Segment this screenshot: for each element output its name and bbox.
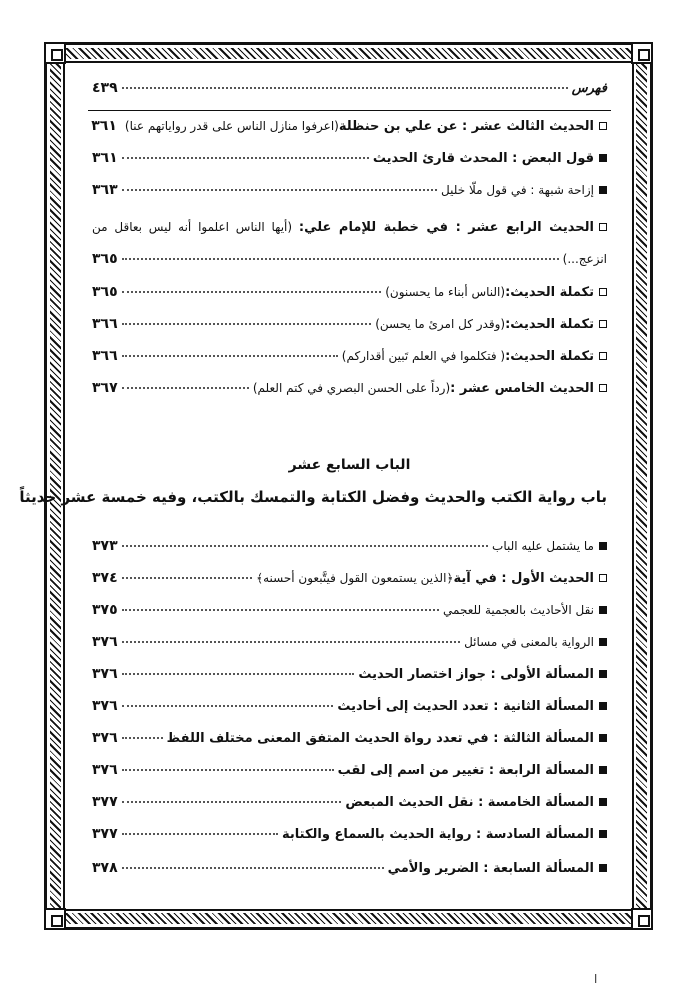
dot-leader — [122, 258, 559, 260]
toc-entry-label: المسألة السابعة : الضرير والأمي — [387, 861, 594, 876]
toc-entry-label: الحديث الثالث عشر : عن علي بن حنظلة — [338, 119, 594, 134]
dot-leader — [122, 577, 252, 579]
toc-entry — [92, 538, 607, 562]
chapter-title: الباب السابع عشر — [288, 457, 411, 473]
toc-entry — [92, 602, 607, 626]
filled-square-bullet-icon — [599, 542, 607, 550]
running-header — [92, 80, 607, 104]
toc-entry-page-number: ٣٧٣ — [92, 538, 118, 554]
dot-leader — [122, 641, 460, 643]
toc-entry — [92, 380, 607, 404]
toc-entry — [92, 634, 607, 658]
footer-mark: ا — [594, 972, 598, 986]
toc-entry-label: الحديث الخامس عشر : — [450, 381, 594, 396]
toc-entry-page-number: ٣٦٥ — [92, 284, 118, 300]
empty-square-bullet-icon — [599, 352, 607, 360]
dot-leader — [122, 801, 342, 803]
empty-square-bullet-icon — [599, 574, 607, 582]
toc-entry — [92, 118, 607, 142]
filled-square-bullet-icon — [599, 766, 607, 774]
toc-entry-page-number: ٣٦٥ — [92, 251, 118, 267]
toc-entry-label: الحديث الأول : في آية — [453, 571, 594, 586]
header-rule — [88, 110, 611, 111]
toc-entry-label: المسألة الرابعة : تغيير من اسم إلى لقب — [337, 763, 594, 778]
dot-leader — [122, 157, 369, 159]
toc-entry-label: المسألة الخامسة : نقل الحديث المبعض — [345, 795, 594, 810]
dot-leader — [122, 545, 488, 547]
filled-square-bullet-icon — [599, 154, 607, 162]
toc-entry — [92, 216, 607, 270]
dot-leader — [122, 323, 372, 325]
toc-entry-label: المسألة الثالثة : في تعدد رواة الحديث المتفق المعنى مختلف اللفظ — [166, 731, 594, 746]
toc-entry-text: ما يشتمل عليه الباب — [492, 539, 594, 553]
toc-entry — [92, 860, 607, 884]
toc-entry-page-number: ٣٦٦ — [92, 348, 118, 364]
toc-entry-label: تكملة الحديث: — [505, 285, 594, 300]
filled-square-bullet-icon — [599, 186, 607, 194]
toc-entry-text: إزاحة شبهة : في قول ملّا خليل — [441, 183, 594, 197]
empty-square-bullet-icon — [599, 223, 607, 231]
toc-entry-label: المسألة الثانية : تعدد الحديث إلى أحاديث — [337, 699, 594, 714]
running-header-page-number: ٤٣٩ — [92, 80, 118, 96]
toc-entry-page-number: ٣٦١ — [92, 150, 118, 166]
border-corner-ornament — [44, 42, 66, 64]
dot-leader — [122, 387, 249, 389]
filled-square-bullet-icon — [599, 830, 607, 838]
toc-entry — [92, 348, 607, 372]
toc-entry-page-number: ٣٦٦ — [92, 316, 118, 332]
toc-entry-continuation: انزعج...) — [562, 252, 607, 266]
dot-leader — [122, 867, 384, 869]
toc-entry-label: المسألة الأولى : جواز اختصار الحديث — [358, 667, 594, 682]
toc-entry — [92, 794, 607, 818]
toc-entry-page-number: ٣٧٦ — [92, 698, 118, 714]
empty-square-bullet-icon — [599, 320, 607, 328]
toc-entry-text: الرواية بالمعنى في مسائل — [464, 635, 594, 649]
toc-entry-page-number: ٣٧٦ — [92, 730, 118, 746]
dot-leader — [122, 673, 355, 675]
toc-entry — [92, 182, 607, 206]
toc-entry-text: (رداً على الحسن البصري في كتم العلم) — [252, 381, 451, 395]
toc-entry-page-number: ٣٦٧ — [92, 380, 118, 396]
empty-square-bullet-icon — [599, 122, 607, 130]
toc-entry — [92, 284, 607, 308]
toc-entry-first-line — [92, 216, 607, 239]
filled-square-bullet-icon — [599, 670, 607, 678]
toc-entry-label: قول البعض : المحدث قارئ الحديث — [372, 151, 594, 166]
toc-entry-label: تكملة الحديث: — [505, 349, 594, 364]
toc-entry — [92, 666, 607, 690]
toc-entry-text: ( فتكلموا في العلم تَبين أقداركم) — [341, 349, 506, 363]
filled-square-bullet-icon — [599, 606, 607, 614]
toc-entry-page-number: ٣٧٦ — [92, 762, 118, 778]
dot-leader — [122, 355, 338, 357]
toc-entry-page-number: ٣٧٨ — [92, 860, 118, 876]
dot-leader — [122, 769, 334, 771]
toc-entry-page-number: ٣٦٣ — [92, 182, 118, 198]
toc-entry-text: (الناس أبناء ما يحسنون) — [385, 285, 506, 299]
empty-square-bullet-icon — [599, 384, 607, 392]
border-corner-ornament — [44, 908, 66, 930]
toc-entry — [92, 150, 607, 174]
toc-entry — [92, 730, 607, 754]
toc-entry-text: ﴿الذين يستمعون القول فيتَّبعون أحسنه﴾ — [256, 571, 454, 585]
toc-entry-page-number: ٣٧٦ — [92, 634, 118, 650]
toc-entry-page-number: ٣٧٧ — [92, 794, 118, 810]
dot-leader — [122, 189, 437, 191]
toc-entry-text: (وقدر كل امرئ ما يحسن) — [375, 317, 506, 331]
border-corner-ornament — [631, 908, 653, 930]
toc-entry-page-number: ٣٧٤ — [92, 570, 118, 586]
toc-entry — [92, 762, 607, 786]
toc-entry — [92, 698, 607, 722]
toc-entry-page-number: ٣٦١ — [91, 118, 117, 134]
toc-entry-page-number: ٣٧٦ — [92, 666, 118, 682]
toc-entry-page-number: ٣٧٥ — [92, 602, 118, 618]
toc-entry-label: تكملة الحديث: — [505, 317, 594, 332]
dot-leader — [122, 87, 568, 89]
toc-entry-page-number: ٣٧٧ — [92, 826, 118, 842]
running-header-title: فهرس — [571, 81, 607, 96]
toc-entry — [92, 570, 607, 594]
dot-leader — [122, 705, 334, 707]
dot-leader — [122, 833, 278, 835]
toc-entry-text: (أيها الناس اعلموا أنه ليس بعاقل من — [92, 220, 299, 234]
toc-entry-text: نقل الأحاديث بالعجمية للعجمي — [443, 603, 594, 617]
toc-entry-label: الحديث الرابع عشر : في خطبة للإمام علي: — [298, 220, 595, 235]
filled-square-bullet-icon — [599, 734, 607, 742]
toc-entry-second-line — [92, 247, 607, 271]
toc-entry-text: (اعرفوا منازل الناس على قدر رواياتهم عنا) — [124, 119, 339, 133]
empty-square-bullet-icon — [599, 288, 607, 296]
toc-entry — [92, 316, 607, 340]
filled-square-bullet-icon — [599, 638, 607, 646]
filled-square-bullet-icon — [599, 798, 607, 806]
toc-entry — [92, 826, 607, 850]
chapter-subtitle: باب رواية الكتب والحديث وفضل الكتابة والتمسك بالكتب، وفيه خمسة عشر حديثاً — [19, 488, 607, 506]
toc-entry-label: المسألة السادسة : رواية الحديث بالسماع والكتابة — [282, 827, 594, 842]
border-corner-ornament — [631, 42, 653, 64]
dot-leader — [122, 609, 439, 611]
dot-leader — [122, 291, 382, 293]
dot-leader — [122, 737, 163, 739]
filled-square-bullet-icon — [599, 702, 607, 710]
filled-square-bullet-icon — [599, 864, 607, 872]
